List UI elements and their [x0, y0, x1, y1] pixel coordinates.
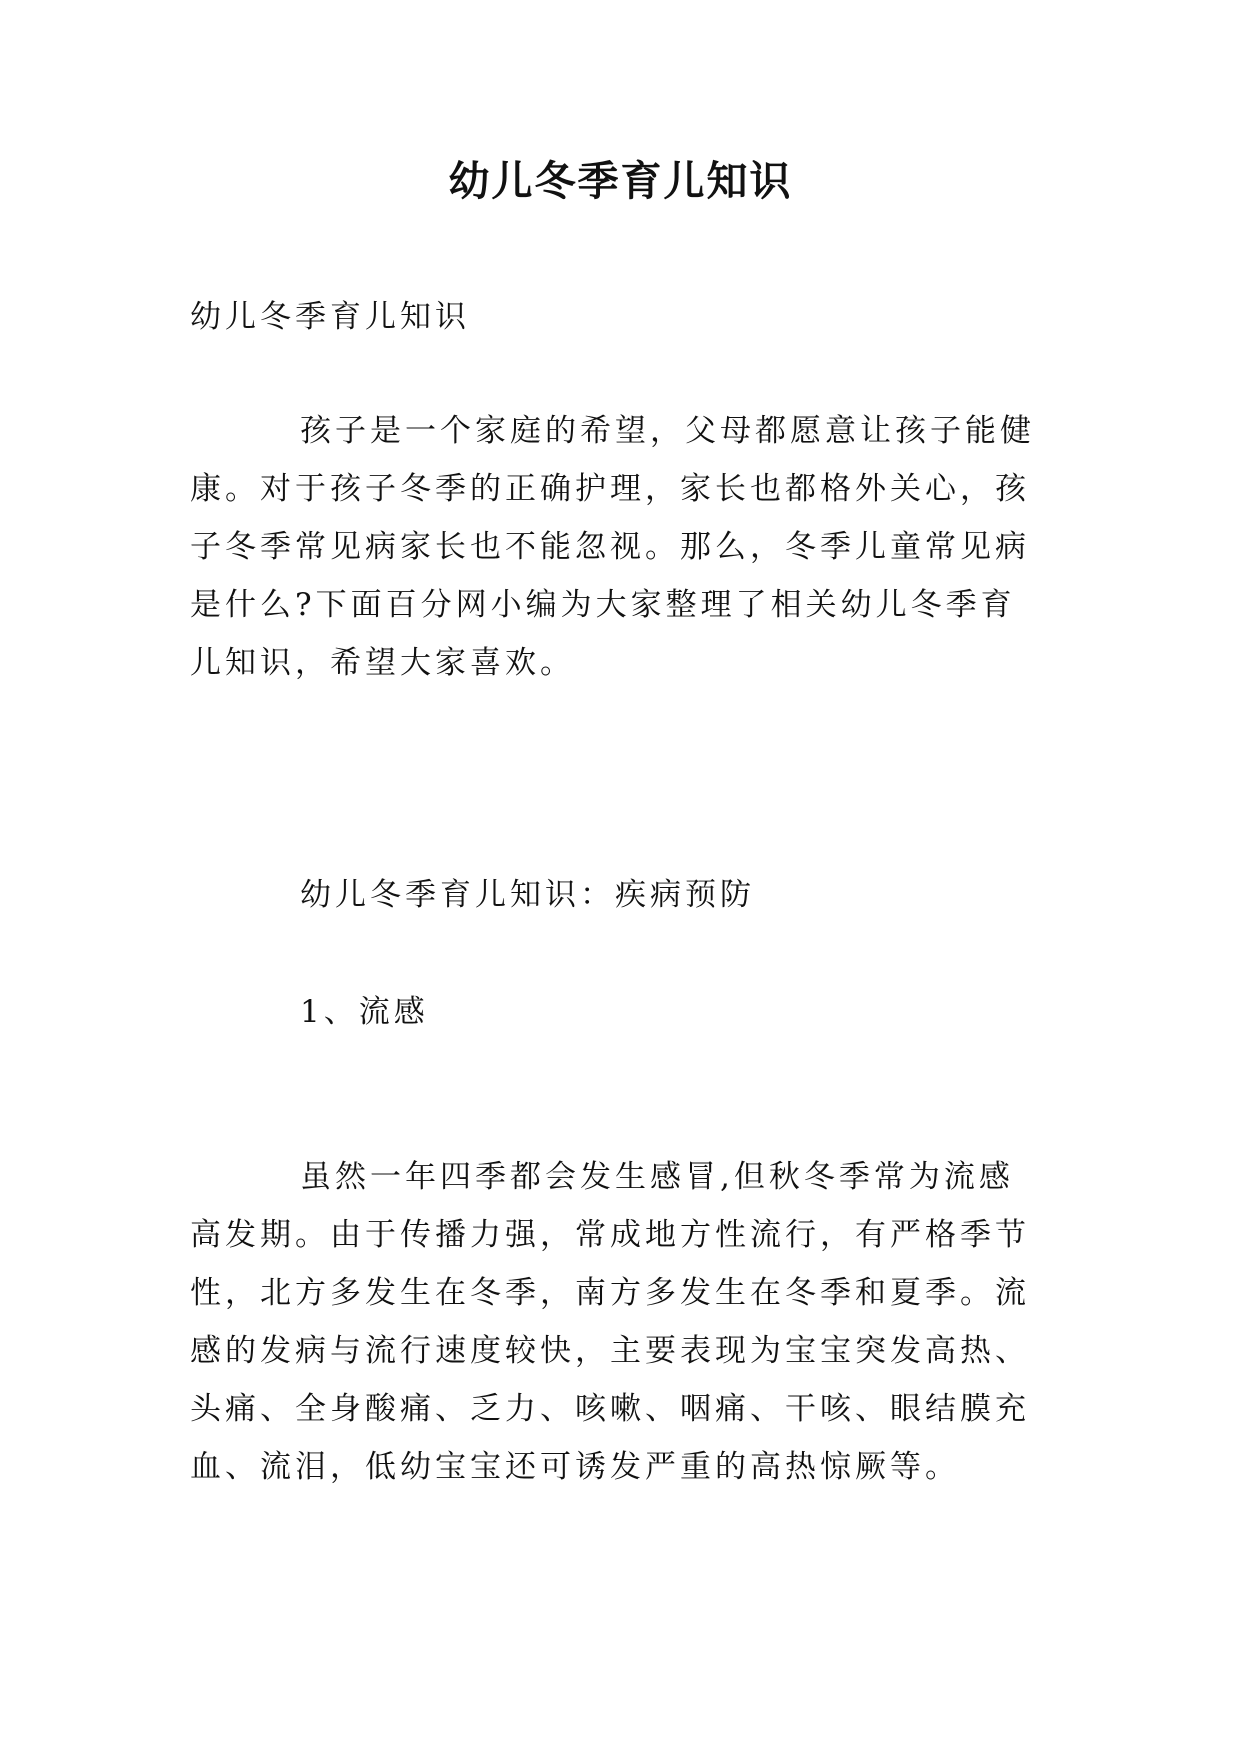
section-heading: 幼儿冬季育儿知识：疾病预防	[300, 877, 755, 913]
intro-paragraph: 孩子是一个家庭的希望，父母都愿意让孩子能健康。对于孩子冬季的正确护理，家长也都格外关心，孩子冬季常见病家长也不能忽视。那么，冬季儿童常见病是什么?下面百分网小编为大家整理了相关幼儿冬季育儿知识，希望大家喜欢。	[190, 413, 1035, 681]
document-title: 幼儿冬季育儿知识	[448, 157, 793, 205]
item-heading: 1、流感	[300, 994, 429, 1030]
item-paragraph: 虽然一年四季都会发生感冒,但秋冬季常为流感高发期。由于传播力强，常成地方性流行，有严格季节性，北方多发生在冬季，南方多发生在冬季和夏季。流感的发病与流行速度较快，主要表现为宝宝突发高热、头痛、全身酸痛、乏力、咳嗽、咽痛、干咳、眼结膜充血、流泪，低幼宝宝还可诱发严重的高热惊厥等。	[190, 1159, 1030, 1485]
document-subtitle: 幼儿冬季育儿知识	[190, 299, 470, 335]
